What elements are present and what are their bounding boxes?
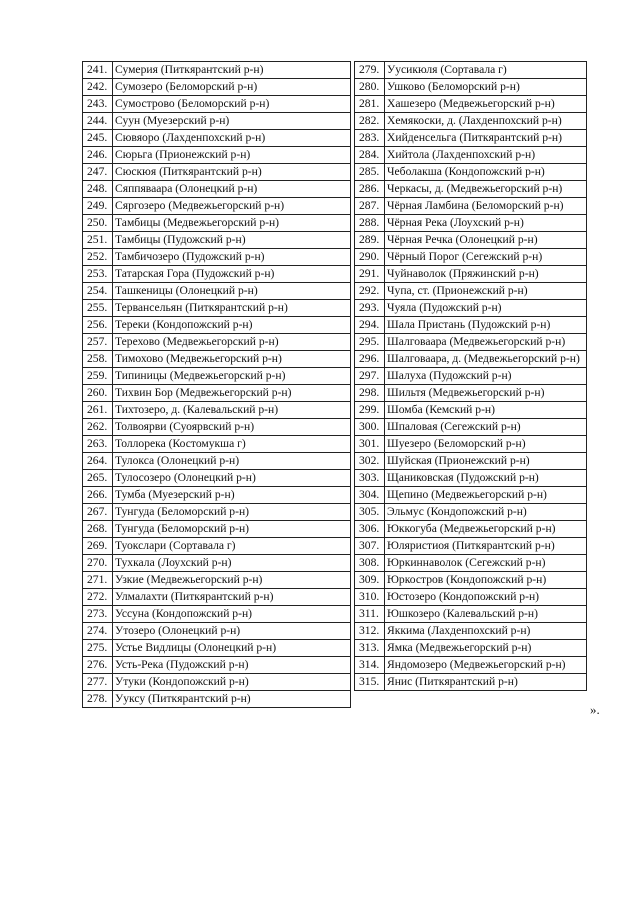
row-number: 314. <box>355 657 385 674</box>
table-row <box>355 657 587 674</box>
row-number: 270. <box>83 555 113 572</box>
row-number: 315. <box>355 674 385 691</box>
table-row <box>355 181 587 198</box>
table-row <box>83 589 351 606</box>
settlements-table-right <box>354 61 587 691</box>
row-number: 258. <box>83 351 113 368</box>
settlement-name: Тулосозеро (Олонецкий р-н) <box>113 470 351 487</box>
row-number: 306. <box>355 521 385 538</box>
table-row <box>83 181 351 198</box>
settlement-name: Уусикюля (Сортавала г) <box>385 62 587 79</box>
settlement-name: Юляристиоя (Питкярантский р-н) <box>385 538 587 555</box>
table-row <box>355 96 587 113</box>
row-number: 285. <box>355 164 385 181</box>
table-row <box>355 283 587 300</box>
row-number: 288. <box>355 215 385 232</box>
row-number: 292. <box>355 283 385 300</box>
table-row <box>83 572 351 589</box>
table-row <box>83 249 351 266</box>
row-number: 253. <box>83 266 113 283</box>
settlement-name: Татарская Гора (Пудожский р-н) <box>113 266 351 283</box>
table-row <box>83 674 351 691</box>
settlement-name: Юркостров (Кондопожский р-н) <box>385 572 587 589</box>
settlement-name: Сяргозеро (Медвежьегорский р-н) <box>113 198 351 215</box>
settlement-name: Ушково (Беломорский р-н) <box>385 79 587 96</box>
table-row <box>83 266 351 283</box>
row-number: 309. <box>355 572 385 589</box>
table-row <box>355 113 587 130</box>
settlement-name: Шуйская (Прионежский р-н) <box>385 453 587 470</box>
table-row <box>355 198 587 215</box>
settlement-name: Хийденсельга (Питкярантский р-н) <box>385 130 587 147</box>
table-row <box>355 572 587 589</box>
table-row <box>355 317 587 334</box>
settlement-name: Тимохово (Медвежьегорский р-н) <box>113 351 351 368</box>
settlement-name: Уссуна (Кондопожский р-н) <box>113 606 351 623</box>
settlement-name: Шуезеро (Беломорский р-н) <box>385 436 587 453</box>
settlement-name: Тулокса (Олонецкий р-н) <box>113 453 351 470</box>
settlement-name: Сумострово (Беломорский р-н) <box>113 96 351 113</box>
table-row <box>355 470 587 487</box>
table-row <box>355 147 587 164</box>
row-number: 256. <box>83 317 113 334</box>
row-number: 300. <box>355 419 385 436</box>
table-row <box>83 317 351 334</box>
settlement-name: Сумозеро (Беломорский р-н) <box>113 79 351 96</box>
settlement-name: Тервансельян (Питкярантский р-н) <box>113 300 351 317</box>
table-row <box>355 79 587 96</box>
row-number: 249. <box>83 198 113 215</box>
settlement-name: Шомба (Кемский р-н) <box>385 402 587 419</box>
settlement-name: Утозеро (Олонецкий р-н) <box>113 623 351 640</box>
row-number: 287. <box>355 198 385 215</box>
table-row <box>355 589 587 606</box>
settlement-name: Тамбицы (Медвежьегорский р-н) <box>113 215 351 232</box>
settlement-name: Тумба (Муезерский р-н) <box>113 487 351 504</box>
settlement-name: Шалговаара (Медвежьегорский р-н) <box>385 334 587 351</box>
row-number: 248. <box>83 181 113 198</box>
settlement-name: Тунгуда (Беломорский р-н) <box>113 504 351 521</box>
row-number: 290. <box>355 249 385 266</box>
settlement-name: Шала Пристань (Пудожский р-н) <box>385 317 587 334</box>
table-row <box>355 674 587 691</box>
table-row <box>355 62 587 79</box>
row-number: 284. <box>355 147 385 164</box>
table-row <box>83 436 351 453</box>
row-number: 277. <box>83 674 113 691</box>
table-row <box>83 147 351 164</box>
row-number: 257. <box>83 334 113 351</box>
row-number: 279. <box>355 62 385 79</box>
settlement-name: Чупа, ст. (Прионежский р-н) <box>385 283 587 300</box>
settlement-name: Чуяла (Пудожский р-н) <box>385 300 587 317</box>
row-number: 269. <box>83 538 113 555</box>
settlements-table-left <box>82 61 351 708</box>
table-row <box>355 130 587 147</box>
settlement-name: Сумерия (Питкярантский р-н) <box>113 62 351 79</box>
table-row <box>355 402 587 419</box>
row-number: 272. <box>83 589 113 606</box>
table-row <box>83 385 351 402</box>
row-number: 278. <box>83 691 113 708</box>
table-row <box>83 215 351 232</box>
row-number: 276. <box>83 657 113 674</box>
settlement-name: Шалуха (Пудожский р-н) <box>385 368 587 385</box>
table-row <box>355 334 587 351</box>
settlement-name: Туокслари (Сортавала г) <box>113 538 351 555</box>
row-number: 305. <box>355 504 385 521</box>
settlement-name: Черкасы, д. (Медвежьегорский р-н) <box>385 181 587 198</box>
table-row <box>355 538 587 555</box>
row-number: 303. <box>355 470 385 487</box>
settlement-name: Чеболакша (Кондопожский р-н) <box>385 164 587 181</box>
row-number: 255. <box>83 300 113 317</box>
row-number: 295. <box>355 334 385 351</box>
table-row <box>355 215 587 232</box>
table-row <box>355 266 587 283</box>
table-row <box>83 419 351 436</box>
row-number: 267. <box>83 504 113 521</box>
table-row <box>83 62 351 79</box>
table-row <box>355 623 587 640</box>
settlement-name: Толвоярви (Суоярвский р-н) <box>113 419 351 436</box>
settlement-name: Тунгуда (Беломорский р-н) <box>113 521 351 538</box>
settlement-name: Чуйнаволок (Пряжинский р-н) <box>385 266 587 283</box>
row-number: 273. <box>83 606 113 623</box>
table-row <box>355 521 587 538</box>
settlement-name: Устье Видлицы (Олонецкий р-н) <box>113 640 351 657</box>
settlement-name: Тихтозеро, д. (Калевальский р-н) <box>113 402 351 419</box>
table-row <box>355 453 587 470</box>
table-row <box>83 402 351 419</box>
table-row <box>83 334 351 351</box>
settlement-name: Юккогуба (Медвежьегорский р-н) <box>385 521 587 538</box>
row-number: 262. <box>83 419 113 436</box>
table-row <box>83 555 351 572</box>
settlement-name: Яндомозеро (Медвежьегорский р-н) <box>385 657 587 674</box>
row-number: 252. <box>83 249 113 266</box>
row-number: 268. <box>83 521 113 538</box>
settlement-name: Утуки (Кондопожский р-н) <box>113 674 351 691</box>
row-number: 302. <box>355 453 385 470</box>
table-row <box>83 606 351 623</box>
table-row <box>83 130 351 147</box>
table-row <box>83 504 351 521</box>
settlement-name: Чёрный Порог (Сегежский р-н) <box>385 249 587 266</box>
row-number: 254. <box>83 283 113 300</box>
settlement-name: Тухкала (Лоухский р-н) <box>113 555 351 572</box>
settlement-name: Шалговаара, д. (Медвежьегорский р-н) <box>385 351 587 368</box>
row-number: 243. <box>83 96 113 113</box>
table-row <box>355 487 587 504</box>
settlement-name: Ууксу (Питкярантский р-н) <box>113 691 351 708</box>
row-number: 251. <box>83 232 113 249</box>
settlement-name: Ташкеницы (Олонецкий р-н) <box>113 283 351 300</box>
settlement-name: Суун (Муезерский р-н) <box>113 113 351 130</box>
row-number: 282. <box>355 113 385 130</box>
row-number: 264. <box>83 453 113 470</box>
table-row <box>355 419 587 436</box>
settlement-name: Юстозеро (Кондопожский р-н) <box>385 589 587 606</box>
settlement-name: Эльмус (Кондопожский р-н) <box>385 504 587 521</box>
table-row <box>83 283 351 300</box>
settlement-name: Сюскюя (Питкярантский р-н) <box>113 164 351 181</box>
row-number: 301. <box>355 436 385 453</box>
table-row <box>355 436 587 453</box>
row-number: 311. <box>355 606 385 623</box>
table-row <box>355 351 587 368</box>
row-number: 310. <box>355 589 385 606</box>
settlement-name: Чёрная Река (Лоухский р-н) <box>385 215 587 232</box>
settlement-name: Ямка (Медвежьегорский р-н) <box>385 640 587 657</box>
closing-quote: ». <box>590 702 600 717</box>
table-row <box>355 249 587 266</box>
table-row <box>83 113 351 130</box>
table-row <box>355 555 587 572</box>
row-number: 242. <box>83 79 113 96</box>
settlement-name: Хашезеро (Медвежьегорский р-н) <box>385 96 587 113</box>
table-row <box>83 623 351 640</box>
settlement-name: Чёрная Речка (Олонецкий р-н) <box>385 232 587 249</box>
row-number: 298. <box>355 385 385 402</box>
settlement-name: Яккима (Лахденпохский р-н) <box>385 623 587 640</box>
row-number: 241. <box>83 62 113 79</box>
table-row <box>83 640 351 657</box>
settlement-name: Хийтола (Лахденпохский р-н) <box>385 147 587 164</box>
table-row <box>83 487 351 504</box>
row-number: 312. <box>355 623 385 640</box>
table-row <box>83 453 351 470</box>
row-number: 245. <box>83 130 113 147</box>
row-number: 261. <box>83 402 113 419</box>
row-number: 280. <box>355 79 385 96</box>
row-number: 293. <box>355 300 385 317</box>
row-number: 313. <box>355 640 385 657</box>
settlement-name: Шпаловая (Сегежский р-н) <box>385 419 587 436</box>
settlements-table-right-body <box>355 62 587 691</box>
settlement-name: Щепино (Медвежьегорский р-н) <box>385 487 587 504</box>
table-row <box>83 657 351 674</box>
row-number: 299. <box>355 402 385 419</box>
row-number: 247. <box>83 164 113 181</box>
settlement-name: Терехово (Медвежьегорский р-н) <box>113 334 351 351</box>
row-number: 294. <box>355 317 385 334</box>
row-number: 289. <box>355 232 385 249</box>
settlement-name: Толлорека (Костомукша г) <box>113 436 351 453</box>
settlement-name: Сяппяваара (Олонецкий р-н) <box>113 181 351 198</box>
table-row <box>83 300 351 317</box>
row-number: 259. <box>83 368 113 385</box>
table-row <box>83 164 351 181</box>
row-number: 286. <box>355 181 385 198</box>
settlement-name: Улмалахти (Питкярантский р-н) <box>113 589 351 606</box>
row-number: 274. <box>83 623 113 640</box>
row-number: 263. <box>83 436 113 453</box>
row-number: 275. <box>83 640 113 657</box>
row-number: 246. <box>83 147 113 164</box>
table-row <box>83 198 351 215</box>
table-row <box>83 79 351 96</box>
table-row <box>355 606 587 623</box>
table-row <box>83 521 351 538</box>
row-number: 304. <box>355 487 385 504</box>
table-row <box>83 96 351 113</box>
settlement-name: Юшкозеро (Калевальский р-н) <box>385 606 587 623</box>
settlement-name: Сювяоро (Лахденпохский р-н) <box>113 130 351 147</box>
row-number: 281. <box>355 96 385 113</box>
table-row <box>83 538 351 555</box>
table-row <box>83 368 351 385</box>
row-number: 244. <box>83 113 113 130</box>
table-row <box>355 504 587 521</box>
settlement-name: Шильтя (Медвежьегорский р-н) <box>385 385 587 402</box>
table-row <box>355 640 587 657</box>
settlement-name: Тереки (Кондопожский р-н) <box>113 317 351 334</box>
settlement-name: Тамбицы (Пудожский р-н) <box>113 232 351 249</box>
table-row <box>355 385 587 402</box>
table-row <box>355 164 587 181</box>
settlement-name: Типиницы (Медвежьегорский р-н) <box>113 368 351 385</box>
settlement-name: Чёрная Ламбина (Беломорский р-н) <box>385 198 587 215</box>
settlement-name: Тамбичозеро (Пудожский р-н) <box>113 249 351 266</box>
row-number: 265. <box>83 470 113 487</box>
row-number: 271. <box>83 572 113 589</box>
table-row <box>83 470 351 487</box>
table-row <box>83 351 351 368</box>
row-number: 250. <box>83 215 113 232</box>
row-number: 297. <box>355 368 385 385</box>
row-number: 266. <box>83 487 113 504</box>
row-number: 307. <box>355 538 385 555</box>
row-number: 260. <box>83 385 113 402</box>
settlement-name: Тихвин Бор (Медвежьегорский р-н) <box>113 385 351 402</box>
row-number: 291. <box>355 266 385 283</box>
settlement-name: Хемякоски, д. (Лахденпохский р-н) <box>385 113 587 130</box>
row-number: 296. <box>355 351 385 368</box>
settlement-name: Щаниковская (Пудожский р-н) <box>385 470 587 487</box>
settlement-name: Усть-Река (Пудожский р-н) <box>113 657 351 674</box>
table-row <box>355 232 587 249</box>
table-row <box>83 691 351 708</box>
row-number: 283. <box>355 130 385 147</box>
settlement-name: Сюрьга (Прионежский р-н) <box>113 147 351 164</box>
table-row <box>355 300 587 317</box>
settlement-name: Узкие (Медвежьегорский р-н) <box>113 572 351 589</box>
settlement-name: Янис (Питкярантский р-н) <box>385 674 587 691</box>
table-row <box>83 232 351 249</box>
table-row <box>355 368 587 385</box>
settlements-table-left-body <box>83 62 351 708</box>
settlement-name: Юркиннаволок (Сегежский р-н) <box>385 555 587 572</box>
row-number: 308. <box>355 555 385 572</box>
